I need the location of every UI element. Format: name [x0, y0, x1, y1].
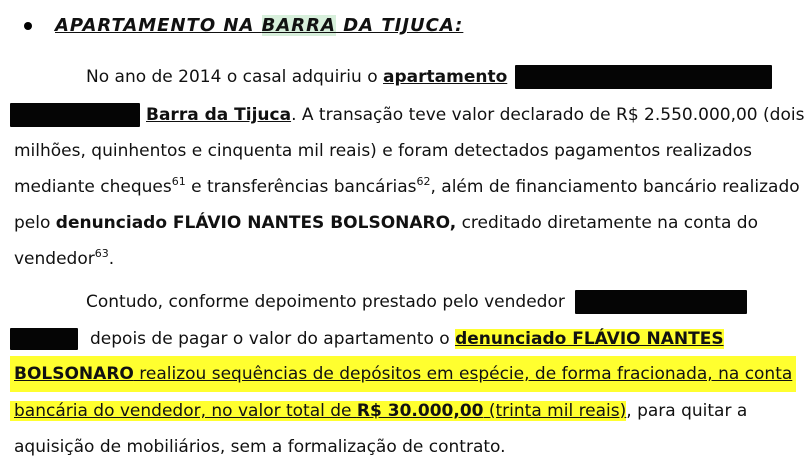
footnote-61: 61	[171, 175, 186, 188]
redaction-box	[10, 328, 78, 350]
redaction-box	[575, 290, 747, 314]
p2-line-5-text: aquisição de mobiliários, sem a formalização de contrato.	[14, 437, 506, 457]
p1-line-5	[14, 205, 758, 241]
p1-line-6-a: vendedor	[14, 249, 95, 269]
p1-line-4-a: mediante cheques	[14, 177, 172, 197]
p1-line-4-b: e transferências bancárias	[185, 177, 417, 197]
p2-line-3-highlighted	[10, 356, 796, 392]
p1-apartment-bold: apartamento	[383, 67, 508, 87]
heading-part-1: APARTAMENTO NA	[55, 15, 262, 36]
p2-line-5	[14, 429, 506, 465]
footnote-62: 62	[416, 175, 431, 188]
p2-line-4	[10, 393, 747, 429]
redaction-box	[515, 65, 772, 89]
p1-line-1-text: No ano de 2014 o casal adquiriu o	[86, 67, 384, 87]
bullet-point	[24, 22, 32, 30]
p2-line-4-c: , para quitar a	[626, 401, 748, 421]
heading-part-3: DA TIJUCA:	[335, 15, 464, 36]
p1-line-3-text: milhões, quinhentos e cinquenta mil reais) e foram detectados pagamentos realizados	[14, 141, 752, 161]
heading-part-2-highlighted: BARRA	[261, 15, 336, 36]
p1-line-6	[14, 241, 114, 277]
p1-line-3	[14, 133, 752, 169]
p1-line-5-a: pelo	[14, 213, 56, 233]
p1-line-2	[10, 97, 804, 133]
section-heading	[55, 14, 463, 38]
p2-line-1	[86, 284, 747, 320]
p2-line-4-a: bancária do vendedor, no valor total de	[10, 401, 357, 421]
p1-line-4	[14, 169, 800, 205]
p2-amount-bold: R$ 30.000,00	[356, 401, 484, 421]
p1-denunciado-bold: denunciado FLÁVIO NANTES BOLSONARO,	[55, 213, 457, 233]
p1-line-6-b: .	[108, 249, 115, 269]
redaction-box	[10, 103, 140, 127]
p1-barra-bold: Barra da Tijuca	[146, 105, 292, 125]
p2-line-4-b: (trinta mil reais)	[483, 401, 627, 421]
p2-line-2-a: depois de pagar o valor do apartamento o	[90, 329, 456, 349]
p2-line-3-text: realizou sequências de depósitos em espécie, de forma fracionada, na conta	[133, 364, 793, 384]
p2-line-2	[10, 321, 724, 357]
p1-line-2-text: . A transação teve valor declarado de R$ 2.550.000,00 (dois	[291, 105, 804, 125]
p2-line-1-text: Contudo, conforme depoimento prestado pelo vendedor	[86, 292, 565, 312]
p2-bolsonaro-bold: BOLSONARO	[14, 364, 134, 384]
p1-line-5-b: creditado diretamente na conta do	[456, 213, 758, 233]
p2-denunciado-highlighted: denunciado FLÁVIO NANTES	[455, 329, 724, 349]
footnote-63: 63	[94, 247, 109, 260]
p1-line-4-c: , além de financiamento bancário realizado	[430, 177, 800, 197]
p1-line-1	[86, 59, 772, 95]
